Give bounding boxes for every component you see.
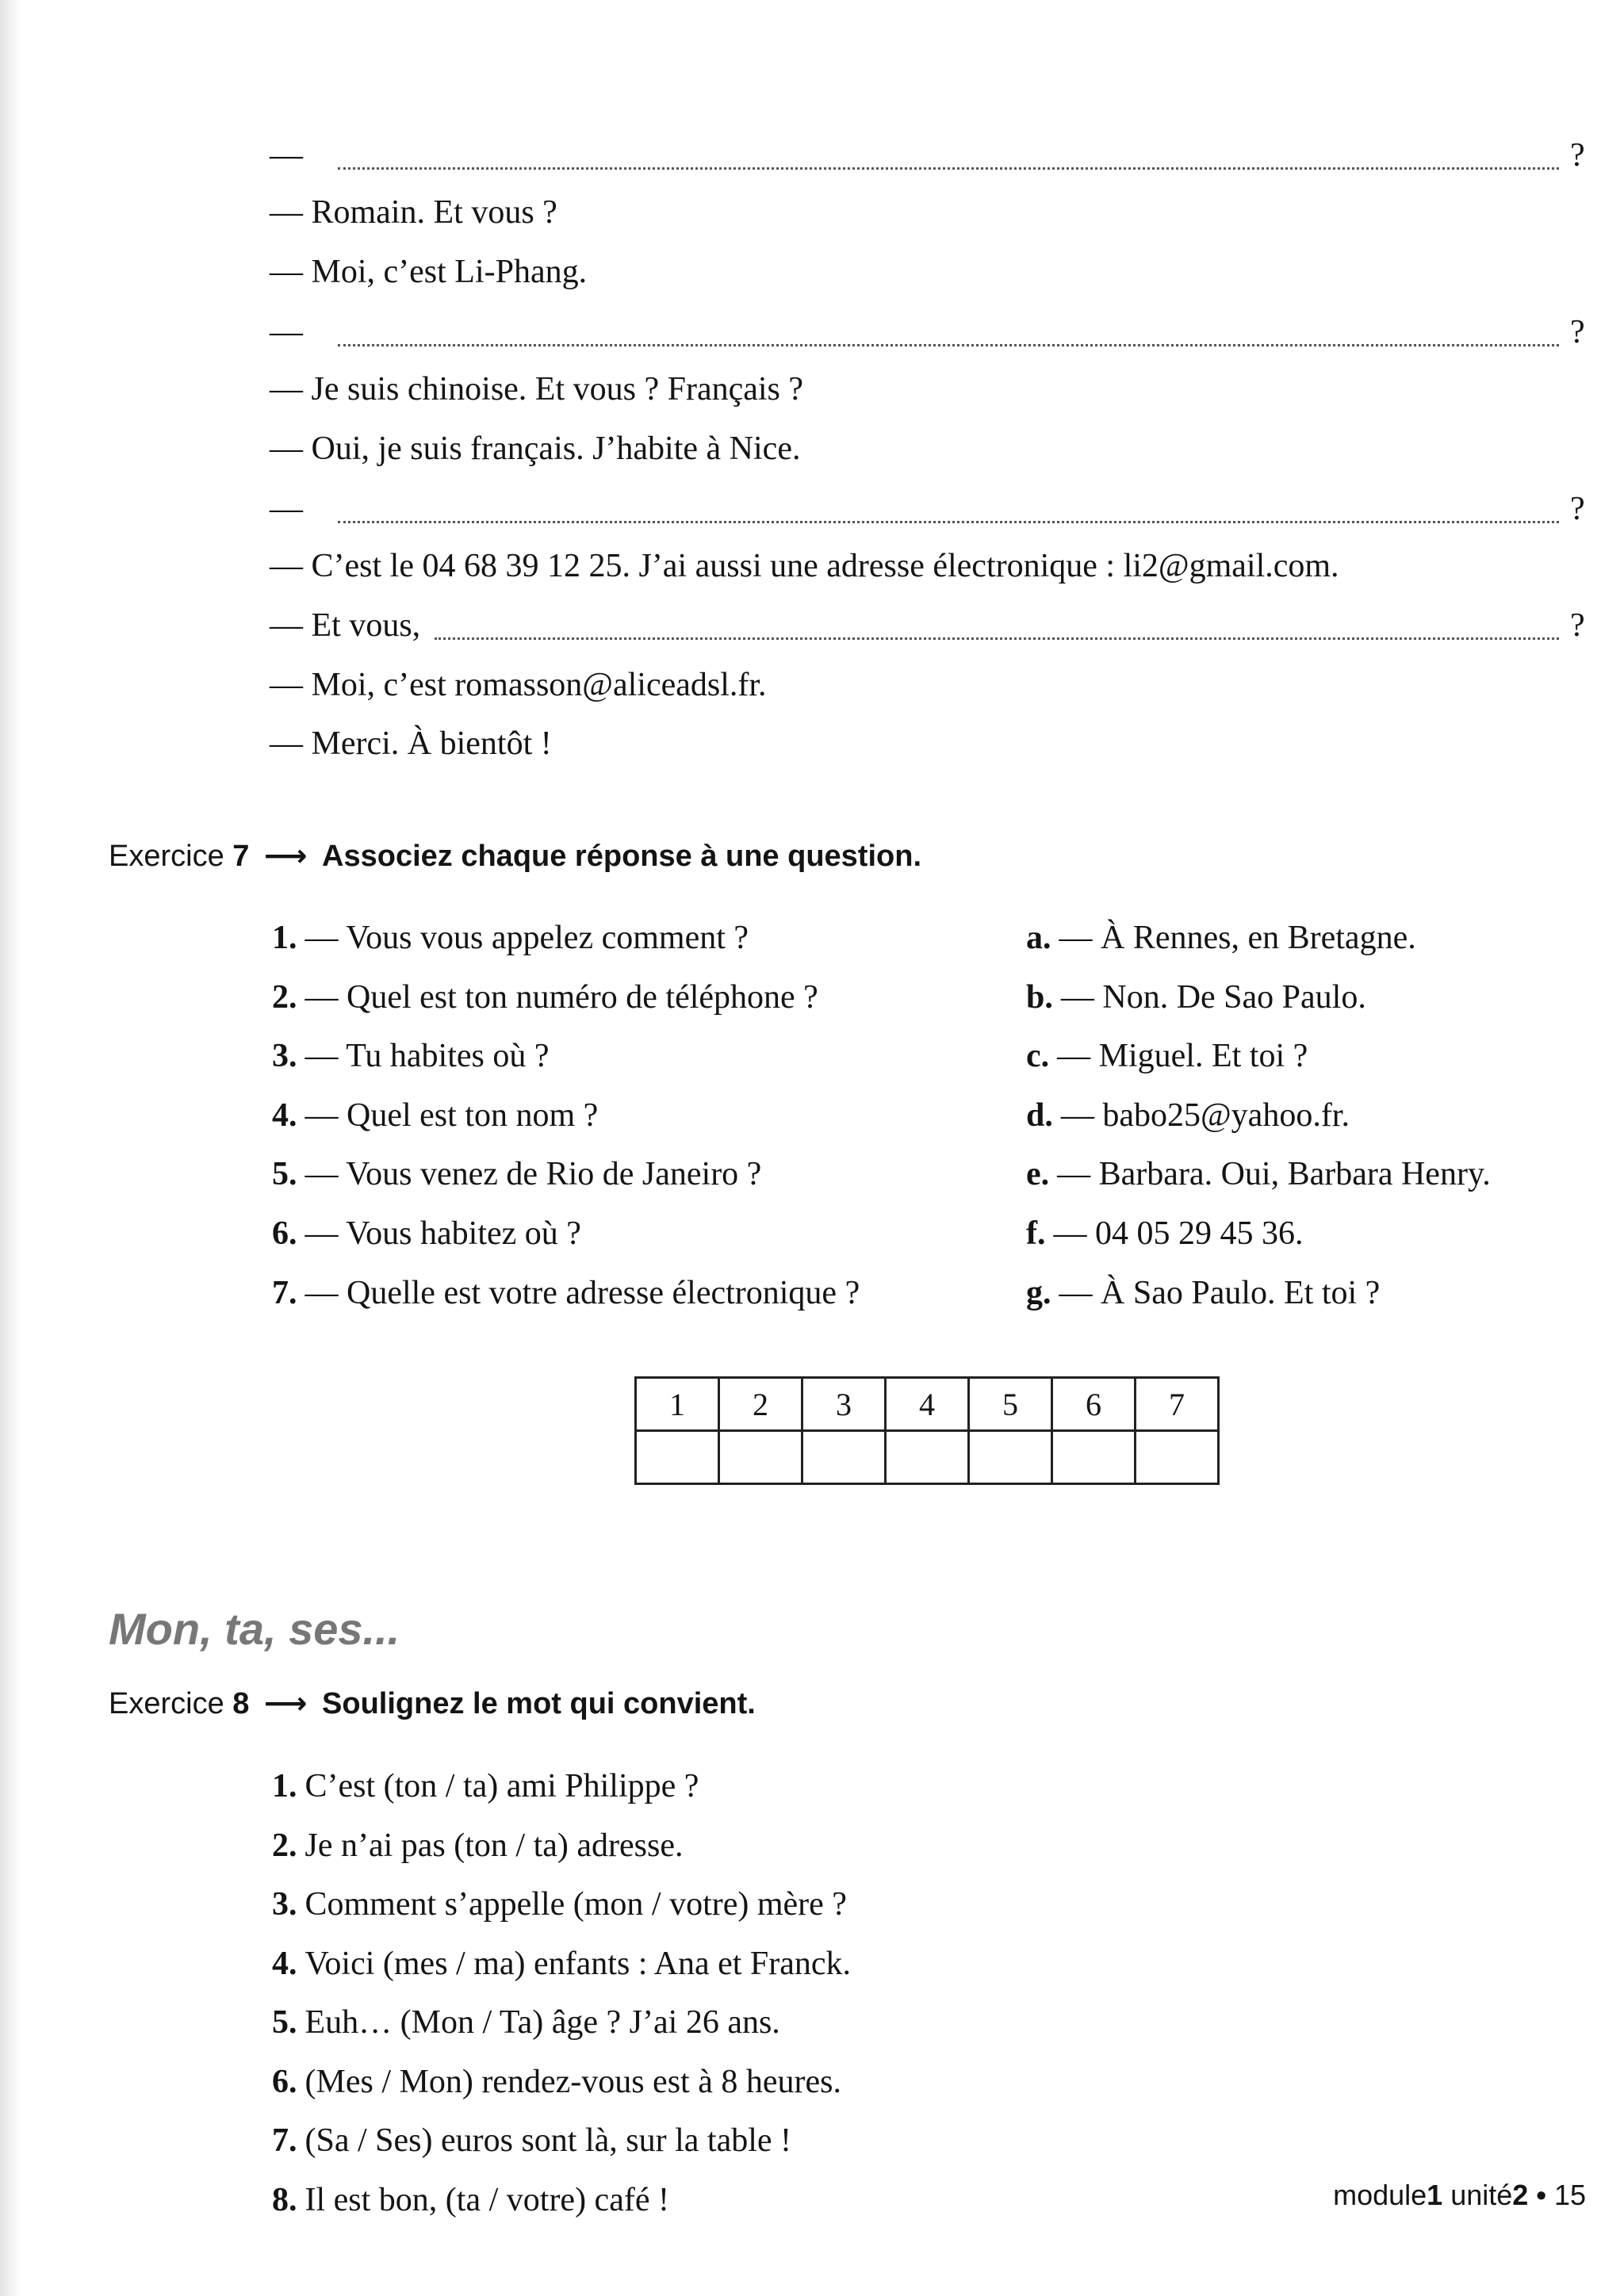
arrow-right-icon: ⟶ [263,1687,308,1720]
page-number: 15 [1553,2179,1586,2211]
page-footer: module1 unité2 • 15 [1333,2179,1586,2211]
dialogue-line: — Moi, c’est romasson@aliceadsl.fr. [270,667,767,703]
dialogue-line: — Merci. À bientôt ! [270,725,552,762]
dialogue-line: — Romain. Et vous ? [270,194,557,231]
answer-item: b. — Non. De Sao Paulo. [1026,979,1366,1016]
dialogue-line: — Je suis chinoise. Et vous ? Français ? [270,371,804,408]
answer-item: f. — 04 05 29 45 36. [1026,1215,1304,1252]
answer-item: g. — À Sao Paulo. Et toi ? [1026,1275,1381,1311]
exercise-8-item: 3. Comment s’appelle (mon / votre) mère ? [272,1886,847,1923]
exercise-8-item: 8. Il est bon, (ta / votre) café ! [272,2182,669,2218]
answer-grid-header-row [636,1378,1219,1431]
exercise-8-item: 1. C’est (ton / ta) ami Philippe ? [272,1768,699,1804]
dialogue-blank-line-2: — ? [270,314,1585,350]
grid-header-cell: 6 [1052,1378,1136,1431]
grid-answer-cell[interactable] [802,1431,886,1484]
fill-in-blank[interactable] [338,521,1559,523]
answer-grid [634,1376,1220,1485]
question-item: 7. — Quelle est votre adresse électronique ? [272,1275,860,1311]
section-title: Mon, ta, ses... [109,1604,400,1654]
grid-answer-cell[interactable] [719,1431,802,1484]
page-edge-shadow [0,0,21,2296]
grid-header-cell: 3 [802,1378,886,1431]
grid-header-cell: 7 [1136,1378,1219,1431]
grid-answer-cell[interactable] [886,1431,969,1484]
answer-item: e. — Barbara. Oui, Barbara Henry. [1026,1156,1491,1192]
dialogue-line: — C’est le 04 68 39 12 25. J’ai aussi une adresse électronique : li2@gmail.com. [270,548,1339,584]
answer-item: c. — Miguel. Et toi ? [1026,1038,1308,1074]
bullet-icon: • [1536,2179,1546,2211]
fill-in-blank[interactable] [338,167,1559,170]
question-item: 4. — Quel est ton nom ? [272,1097,599,1134]
grid-header-cell: 4 [886,1378,969,1431]
fill-in-blank[interactable] [338,344,1559,346]
grid-answer-cell[interactable] [636,1431,719,1484]
answer-item: a. — À Rennes, en Bretagne. [1026,920,1416,956]
arrow-right-icon: ⟶ [263,840,308,873]
dialogue-partial-blank-line: — Et vous, ? [270,607,1585,644]
grid-answer-cell[interactable] [1052,1431,1136,1484]
grid-answer-cell[interactable] [1136,1431,1219,1484]
question-item: 1. — Vous vous appelez comment ? [272,920,749,956]
exercise-8-heading: Exercice 8 ⟶ Soulignez le mot qui convient. [109,1687,756,1720]
grid-header-cell: 2 [719,1378,802,1431]
dialogue-blank-line-1: — ? [270,137,1585,174]
exercise-8-item: 4. Voici (mes / ma) enfants : Ana et Franck. [272,1946,852,1982]
grid-header-cell: 5 [969,1378,1052,1431]
fill-in-blank[interactable] [435,637,1559,640]
grid-header-cell: 1 [636,1378,719,1431]
question-item: 3. — Tu habites où ? [272,1038,550,1074]
exercise-8-item: 2. Je n’ai pas (ton / ta) adresse. [272,1827,684,1864]
dialogue-line: — Moi, c’est Li-Phang. [270,254,588,290]
exercise-8-item: 5. Euh… (Mon / Ta) âge ? J’ai 26 ans. [272,2004,780,2041]
grid-answer-cell[interactable] [969,1431,1052,1484]
dialogue-line: — Oui, je suis français. J’habite à Nice. [270,430,801,467]
question-item: 2. — Quel est ton numéro de téléphone ? [272,979,818,1016]
exercise-8-item: 7. (Sa / Ses) euros sont là, sur la table ! [272,2122,792,2159]
exercise-8-item: 6. (Mes / Mon) rendez-vous est à 8 heures. [272,2064,841,2100]
answer-grid-input-row [636,1431,1219,1484]
answer-item: d. — babo25@yahoo.fr. [1026,1097,1350,1134]
question-item: 6. — Vous habitez où ? [272,1215,581,1252]
question-item: 5. — Vous venez de Rio de Janeiro ? [272,1156,762,1192]
exercise-7-heading: Exercice 7 ⟶ Associez chaque réponse à une question. [109,840,922,873]
dialogue-blank-line-3: — ? [270,491,1585,527]
